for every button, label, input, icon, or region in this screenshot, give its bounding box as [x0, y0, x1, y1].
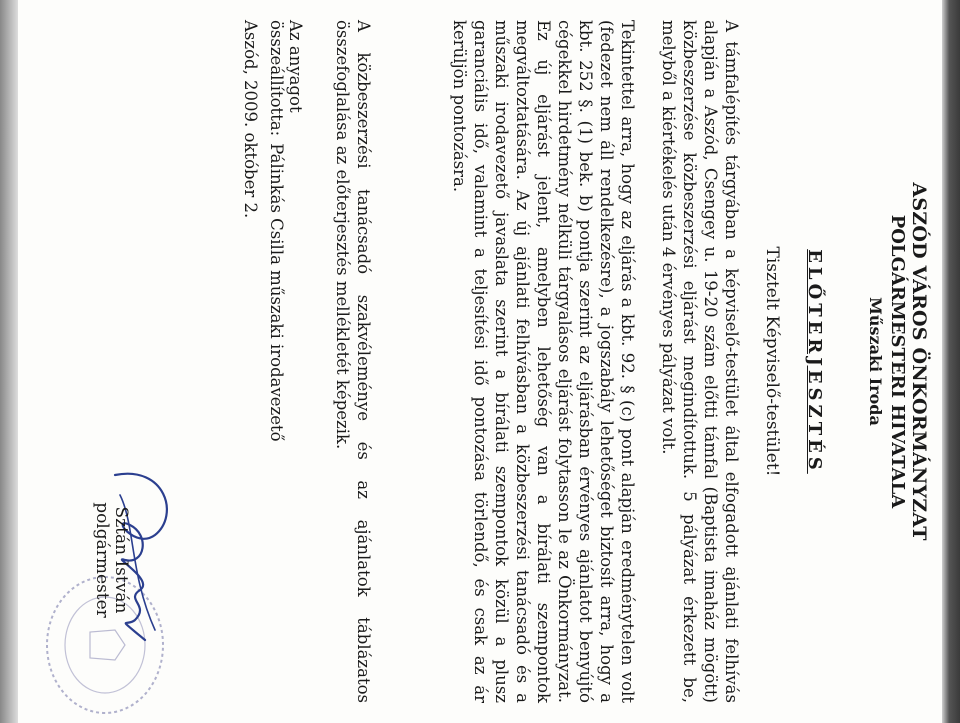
compiled-by-line [267, 20, 305, 442]
letterhead-department: Műszaki Iroda [866, 297, 885, 426]
signatory-name: Sztán István [111, 506, 131, 614]
paragraph-2: Tekintettel arra, hogy az eljárás a kbt. 92. § (c) pont alapján eredménytelen volt (fedezet nem áll rendelkezésre), a jogszabály lehetőséget biztosít arra, hogy a kbt. 252 §. (1) bek. b) pontja szerint az eljárásban érvényes ajánlatot benyújtó cégekkel hirdetmény nélküli tárgyalásos eljárást folytasson le az Önkormányzat. Ez új eljárást jelent, amelyben lehetőség van a bírálati szempontok megváltoztatására. Az új ajánlati felhívásban a közbeszerzési tanácsadó és a műszaki irodavezető javaslata szerint a bírálati szempontok közül a plusz garanciális idő, valamint a teljesítési idő pontozása törlendő, és csak az ár kerüljön pontozásra. [450, 20, 637, 703]
letterhead-line-1: ASZÓD VÁROS ÖNKORMÁNYZAT [908, 182, 930, 541]
paragraph-1: A támfalépítés tárgyában a képviselő-testület által elfogadott ajánlati felhívás alapján a Aszód, Csengey u. 19-20 szám előtti támfal (Baptista imaház mögött) közbeszerzése közbeszerzési eljárást megindítottuk. 5 pályázat érkezett be, melyből a kiértékelés után 4 érvényes pályázat volt. [659, 20, 741, 703]
document-date: Aszód, 2009. október 2. [241, 20, 260, 219]
scan-shadow-edge-bottom [0, 0, 18, 723]
compiled-by-label: Az anyagot összeállította: [267, 20, 305, 137]
letterhead-line-2: POLGÁRMESTERI HIVATALA [887, 214, 908, 509]
paragraph-3: A közbeszerzési tanácsadó szakvéleménye és az ajánlatok táblázatos összefoglalása az előterjesztés mellékletét képezik. [333, 20, 373, 703]
document-title: ELŐTERJESZTÉS [804, 249, 825, 474]
signature-block [92, 480, 130, 640]
salutation: Tisztelt Képviselő-testület! [762, 246, 782, 477]
compiled-by-name: Pálinkás Csilla műszaki irodavezető [267, 143, 286, 442]
letterhead [865, 0, 930, 723]
signatory-role: polgármester [92, 502, 112, 618]
scan-shadow-edge [942, 0, 960, 723]
